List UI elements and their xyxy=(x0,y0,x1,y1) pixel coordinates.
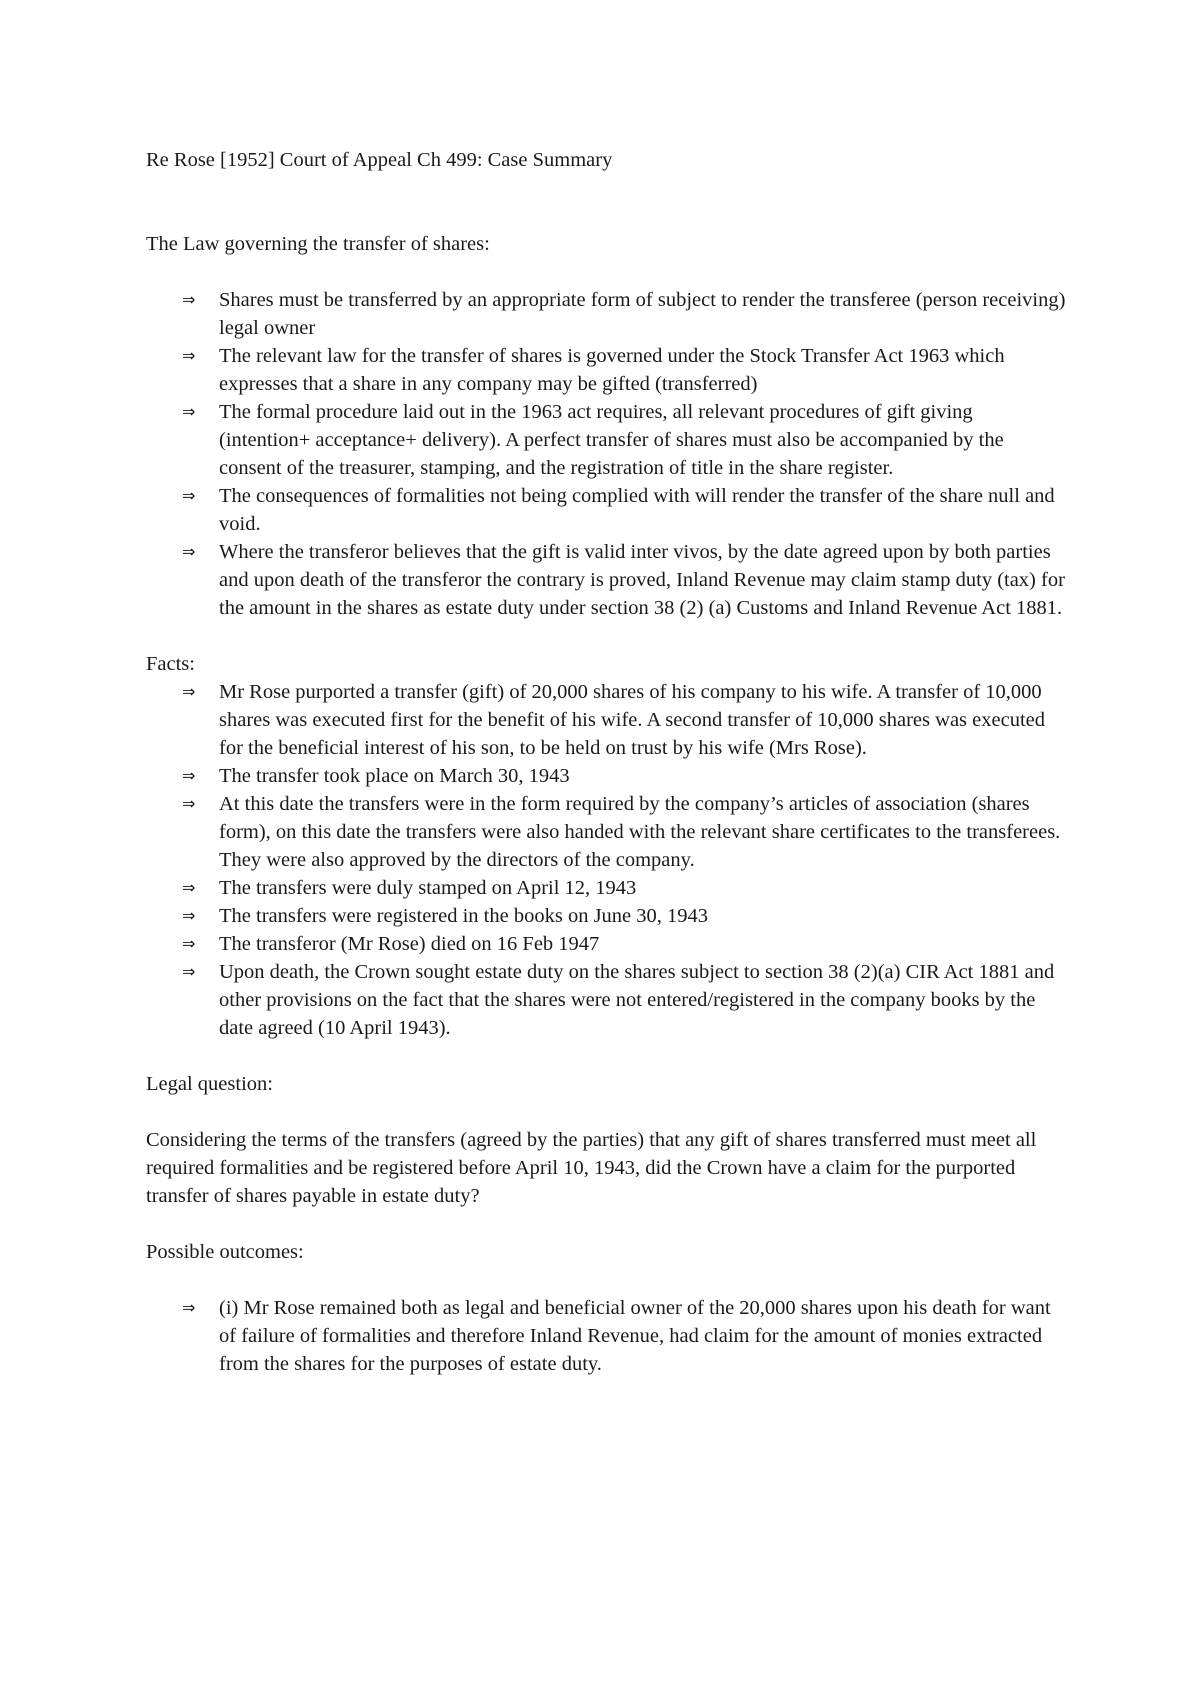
list-item-text: The consequences of formalities not being complied with will render the transfer of the share null and void. xyxy=(219,485,1055,535)
spacer xyxy=(146,1098,1066,1126)
list-item-text: (i) Mr Rose remained both as legal and beneficial owner of the 20,000 shares upon his death for want of failure of formalities and therefore Inland Revenue, had claim for the amount of monies extracted from the shares for the purposes of estate duty. xyxy=(219,1297,1051,1375)
outcomes-heading: Possible outcomes: xyxy=(146,1241,304,1263)
list-item-text: The relevant law for the transfer of shares is governed under the Stock Transfer Act 1963 which expresses that a share in any company may be gifted (transferred) xyxy=(219,345,1005,395)
list-item-text: Where the transferor believes that the gift is valid inter vivos, by the date agreed upon by both parties and upon death of the transferor the contrary is proved, Inland Revenue may claim stamp duty (tax) for the amount in the shares as estate duty under section 38 (2) (a) Customs and Inland Revenue Act 1881. xyxy=(219,541,1065,619)
document-page xyxy=(146,146,1066,1378)
list-item xyxy=(146,482,1066,538)
law-heading: The Law governing the transfer of shares: xyxy=(146,233,490,255)
law-list xyxy=(146,286,1066,622)
list-item-text: Mr Rose purported a transfer (gift) of 20,000 shares of his company to his wife. A transfer of 10,000 shares was executed first for the benefit of his wife. A second transfer of 10,000 shares was executed for the beneficial interest of his son, to be held on trust by his wife (Mrs Rose). xyxy=(219,681,1045,759)
list-item-text: The formal procedure laid out in the 1963 act requires, all relevant procedures of gift giving (intention+ acceptance+ delivery). A perfect transfer of shares must also be accompanied by the consent of the treasurer, stamping, and the registration of title in the share register. xyxy=(219,401,1004,479)
spacer xyxy=(146,174,1066,230)
list-item xyxy=(146,790,1066,874)
arrow-icon: ⇒ xyxy=(182,402,196,421)
list-item-text: The transfers were duly stamped on April 12, 1943 xyxy=(219,877,637,899)
spacer xyxy=(146,1210,1066,1238)
arrow-icon: ⇒ xyxy=(182,486,196,505)
arrow-icon: ⇒ xyxy=(182,794,196,813)
arrow-icon: ⇒ xyxy=(182,766,196,785)
list-item xyxy=(146,874,1066,902)
list-item xyxy=(146,902,1066,930)
list-item-text: Upon death, the Crown sought estate duty on the shares subject to section 38 (2)(a) CIR Act 1881 and other provisions on the fact that the shares were not entered/registered in the company books by the date agreed (10 April 1943). xyxy=(219,961,1055,1039)
arrow-icon: ⇒ xyxy=(182,682,196,701)
list-item-text: The transfers were registered in the books on June 30, 1943 xyxy=(219,905,709,927)
list-item xyxy=(146,762,1066,790)
arrow-icon: ⇒ xyxy=(182,962,196,981)
list-item-text: The transfer took place on March 30, 1943 xyxy=(219,765,570,787)
spacer xyxy=(146,1042,1066,1070)
arrow-icon: ⇒ xyxy=(182,542,196,561)
document-title: Re Rose [1952] Court of Appeal Ch 499: Case Summary xyxy=(146,149,613,171)
spacer xyxy=(146,258,1066,286)
arrow-icon: ⇒ xyxy=(182,290,196,309)
outcomes-list xyxy=(146,1294,1066,1378)
facts-list xyxy=(146,678,1066,1042)
list-item xyxy=(146,538,1066,622)
list-item xyxy=(146,1294,1066,1378)
list-item xyxy=(146,342,1066,398)
arrow-icon: ⇒ xyxy=(182,934,196,953)
arrow-icon: ⇒ xyxy=(182,906,196,925)
list-item xyxy=(146,398,1066,482)
arrow-icon: ⇒ xyxy=(182,1298,196,1317)
legal-question-heading: Legal question: xyxy=(146,1073,273,1095)
list-item xyxy=(146,930,1066,958)
list-item-text: Shares must be transferred by an appropriate form of subject to render the transferee (person receiving) legal owner xyxy=(219,289,1066,339)
list-item-text: The transferor (Mr Rose) died on 16 Feb 1947 xyxy=(219,933,600,955)
spacer xyxy=(146,622,1066,650)
list-item-text: At this date the transfers were in the form required by the company’s articles of association (shares form), on this date the transfers were also handed with the relevant share certificates to the transferees. They were also approved by the directors of the company. xyxy=(219,793,1061,871)
list-item xyxy=(146,958,1066,1042)
arrow-icon: ⇒ xyxy=(182,878,196,897)
legal-question-text: Considering the terms of the transfers (agreed by the parties) that any gift of shares transferred must meet all required formalities and be registered before April 10, 1943, did the Crown have a claim for the purported transfer of shares payable in estate duty? xyxy=(146,1129,1037,1207)
list-item xyxy=(146,286,1066,342)
facts-heading: Facts: xyxy=(146,653,195,675)
spacer xyxy=(146,1266,1066,1294)
arrow-icon: ⇒ xyxy=(182,346,196,365)
list-item xyxy=(146,678,1066,762)
